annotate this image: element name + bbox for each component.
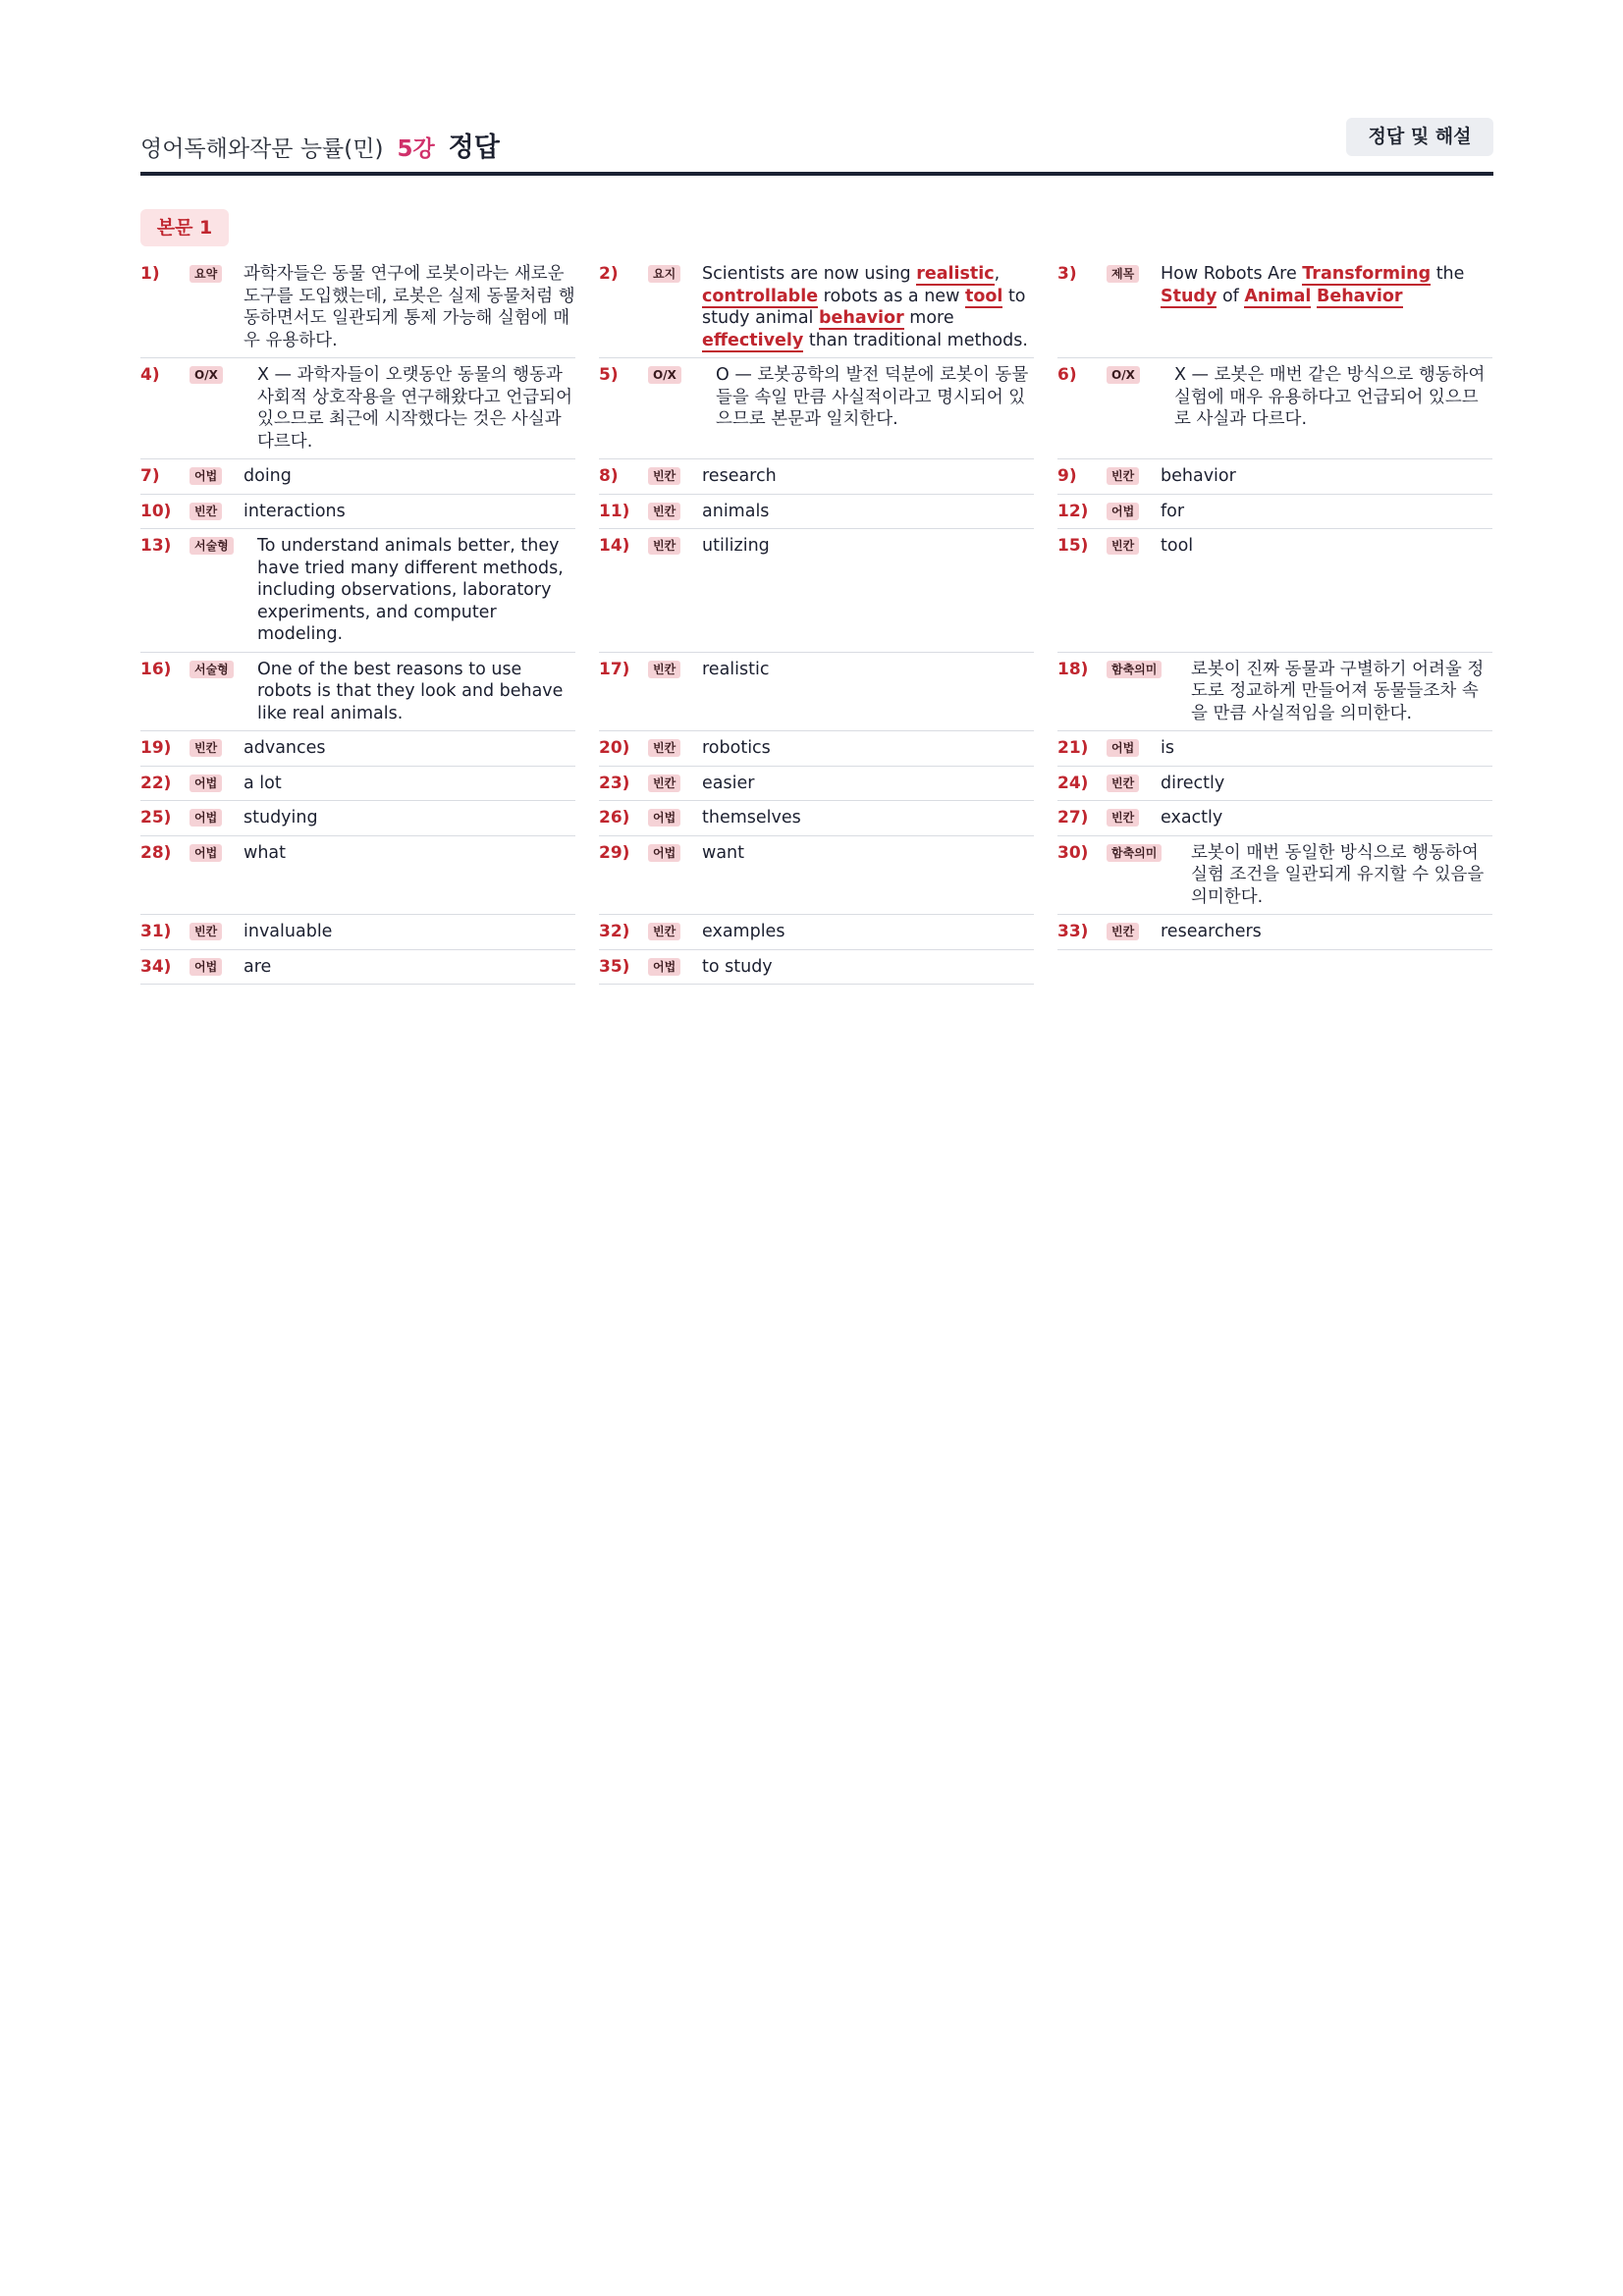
answer-item bbox=[140, 653, 575, 732]
answer-item bbox=[140, 836, 575, 916]
answer-number: 20) bbox=[599, 738, 630, 758]
answer-item bbox=[140, 257, 575, 358]
answer-item bbox=[1057, 915, 1492, 950]
question-type-badge: 어법 bbox=[189, 467, 222, 485]
section-label: 본문 1 bbox=[140, 209, 229, 246]
answer-text: robotics bbox=[702, 738, 771, 758]
answer-text: interactions bbox=[243, 501, 346, 521]
question-type-badge: 어법 bbox=[648, 958, 680, 976]
answer-text: How Robots Are Transforming the Study of Animal Behavior bbox=[1161, 264, 1465, 306]
answer-number: 23) bbox=[599, 773, 630, 793]
answer-text: 로봇이 매번 동일한 방식으로 행동하여 실험 조건을 일관되게 유지할 수 있음을 의미한다. bbox=[1191, 842, 1485, 907]
answer-item bbox=[140, 495, 575, 530]
answer-number: 9) bbox=[1057, 466, 1077, 486]
answer-number: 5) bbox=[599, 365, 619, 385]
question-type-badge: 서술형 bbox=[189, 661, 234, 678]
question-type-badge: 어법 bbox=[648, 809, 680, 827]
answer-item bbox=[140, 801, 575, 836]
answer-item bbox=[599, 836, 1034, 916]
page-title bbox=[140, 126, 500, 164]
answer-number: 15) bbox=[1057, 536, 1089, 556]
answer-item bbox=[599, 950, 1034, 986]
highlighted-keyword: effectively bbox=[702, 330, 804, 350]
answer-text: invaluable bbox=[243, 922, 333, 941]
answer-item bbox=[1057, 257, 1492, 358]
answer-item bbox=[599, 731, 1034, 767]
answer-text: animals bbox=[702, 501, 770, 521]
answer-number: 34) bbox=[140, 956, 172, 977]
question-type-badge: 빈칸 bbox=[648, 467, 680, 485]
question-type-badge: 빈칸 bbox=[648, 923, 680, 940]
answer-text: researchers bbox=[1161, 922, 1262, 941]
answer-text: research bbox=[702, 466, 777, 486]
highlighted-keyword: tool bbox=[964, 286, 1003, 306]
answer-item bbox=[599, 358, 1034, 459]
question-type-badge: 빈칸 bbox=[648, 739, 680, 757]
answer-number: 4) bbox=[140, 365, 160, 385]
answer-text: utilizing bbox=[702, 536, 770, 556]
highlighted-keyword: Animal bbox=[1244, 286, 1312, 306]
answer-text: exactly bbox=[1161, 808, 1223, 828]
answer-text: X — 과학자들이 오랫동안 동물의 행동과 사회적 상호작용을 연구해왔다고 언급되어 있으므로 최근에 시작했다는 것은 사실과 다르다. bbox=[257, 365, 572, 452]
answer-item bbox=[1057, 358, 1492, 459]
answer-number: 27) bbox=[1057, 808, 1089, 828]
question-type-badge: 제목 bbox=[1107, 265, 1139, 283]
answer-number: 17) bbox=[599, 659, 630, 679]
answer-item bbox=[599, 257, 1034, 358]
answer-text: themselves bbox=[702, 808, 801, 828]
answer-text: for bbox=[1161, 501, 1185, 521]
answer-number: 8) bbox=[599, 466, 619, 486]
answer-item bbox=[1057, 495, 1492, 530]
answer-item bbox=[599, 767, 1034, 802]
answer-number: 1) bbox=[140, 264, 160, 284]
answer-number: 26) bbox=[599, 808, 630, 828]
answer-item bbox=[140, 950, 575, 986]
answer-number: 18) bbox=[1057, 659, 1089, 679]
answer-text: what bbox=[243, 842, 286, 863]
answer-text: studying bbox=[243, 808, 318, 828]
answer-heading: 정답 bbox=[448, 133, 500, 163]
answer-text: 과학자들은 동물 연구에 로봇이라는 새로운 도구를 도입했는데, 로봇은 실제 동물처럼 행동하면서도 일관되게 통제 가능해 실험에 매우 유용하다. bbox=[243, 264, 575, 350]
question-type-badge: 빈칸 bbox=[648, 774, 680, 792]
question-type-badge: O/X bbox=[1107, 366, 1140, 384]
lesson-number: 5강 bbox=[397, 136, 435, 162]
answer-number: 24) bbox=[1057, 773, 1089, 793]
question-type-badge: 요약 bbox=[189, 265, 222, 283]
question-type-badge: O/X bbox=[189, 366, 223, 384]
answer-text: is bbox=[1161, 738, 1174, 758]
question-type-badge: 빈칸 bbox=[189, 739, 222, 757]
question-type-badge: 빈칸 bbox=[189, 503, 222, 520]
answer-text: to study bbox=[702, 956, 773, 977]
answer-text: O — 로봇공학의 발전 덕분에 로봇이 동물들을 속일 만큼 사실적이라고 명시되어 있으므로 본문과 일치한다. bbox=[716, 365, 1029, 429]
question-type-badge: 빈칸 bbox=[189, 923, 222, 940]
answer-number: 31) bbox=[140, 922, 172, 941]
answer-text: doing bbox=[243, 466, 292, 486]
answer-item bbox=[1057, 836, 1492, 916]
question-type-badge: 어법 bbox=[1107, 503, 1139, 520]
answer-item bbox=[1057, 459, 1492, 495]
answer-item bbox=[140, 459, 575, 495]
question-type-badge: 빈칸 bbox=[648, 537, 680, 555]
answer-text: are bbox=[243, 956, 272, 977]
answer-number: 30) bbox=[1057, 842, 1089, 863]
answer-page bbox=[140, 118, 1493, 977]
question-type-badge: 빈칸 bbox=[648, 661, 680, 678]
answer-text: One of the best reasons to use robots is that they look and behave like real animals. bbox=[257, 659, 564, 723]
question-type-badge: 어법 bbox=[189, 844, 222, 862]
highlighted-keyword: Study bbox=[1161, 286, 1217, 306]
question-type-badge: 빈칸 bbox=[648, 503, 680, 520]
answer-text: Scientists are now using realistic, controllable robots as a new tool to study animal behavior more effectively than traditional methods. bbox=[702, 264, 1028, 350]
question-type-badge: 어법 bbox=[189, 774, 222, 792]
answer-number: 2) bbox=[599, 264, 619, 284]
answer-text: a lot bbox=[243, 773, 282, 793]
question-type-badge: 빈칸 bbox=[1107, 923, 1139, 940]
answer-number: 14) bbox=[599, 536, 630, 556]
question-type-badge: 빈칸 bbox=[1107, 809, 1139, 827]
answer-item bbox=[599, 801, 1034, 836]
answers-explanations-badge: 정답 및 해설 bbox=[1346, 118, 1493, 156]
answer-grid bbox=[140, 257, 1493, 985]
answer-item bbox=[1057, 731, 1492, 767]
page-header bbox=[140, 118, 1493, 173]
answer-number: 33) bbox=[1057, 922, 1089, 941]
question-type-badge: 함축의미 bbox=[1107, 661, 1162, 678]
answer-text: directly bbox=[1161, 773, 1225, 793]
answer-item bbox=[140, 767, 575, 802]
answer-item bbox=[599, 459, 1034, 495]
answer-item bbox=[140, 915, 575, 950]
question-type-badge: 어법 bbox=[189, 958, 222, 976]
answer-text: easier bbox=[702, 773, 755, 793]
answer-item bbox=[1057, 767, 1492, 802]
question-type-badge: O/X bbox=[648, 366, 681, 384]
answer-text: realistic bbox=[702, 659, 770, 679]
answer-number: 12) bbox=[1057, 501, 1089, 521]
answer-item bbox=[140, 529, 575, 653]
answer-text: 로봇이 진짜 동물과 구별하기 어려울 정도로 정교하게 만들어져 동물들조차 속을 만큼 사실적임을 의미한다. bbox=[1191, 659, 1485, 723]
answer-item bbox=[599, 495, 1034, 530]
answer-text: X — 로봇은 매번 같은 방식으로 행동하여 실험에 매우 유용하다고 언급되어 있으므로 사실과 다르다. bbox=[1174, 365, 1486, 429]
answer-text: examples bbox=[702, 922, 785, 941]
answer-item bbox=[140, 358, 575, 459]
answer-number: 28) bbox=[140, 842, 172, 863]
answer-text: advances bbox=[243, 738, 326, 758]
answer-number: 32) bbox=[599, 922, 630, 941]
question-type-badge: 어법 bbox=[1107, 739, 1139, 757]
highlighted-keyword: realistic bbox=[916, 264, 995, 284]
answer-item bbox=[599, 653, 1034, 732]
answer-number: 7) bbox=[140, 466, 160, 486]
answer-text: want bbox=[702, 842, 744, 863]
answer-item bbox=[599, 915, 1034, 950]
question-type-badge: 어법 bbox=[189, 809, 222, 827]
highlighted-keyword: Behavior bbox=[1317, 286, 1403, 306]
answer-number: 25) bbox=[140, 808, 172, 828]
answer-number: 21) bbox=[1057, 738, 1089, 758]
textbook-title: 영어독해와작문 능률(민) bbox=[140, 136, 384, 162]
question-type-badge: 어법 bbox=[648, 844, 680, 862]
answer-number: 29) bbox=[599, 842, 630, 863]
highlighted-keyword: behavior bbox=[818, 308, 904, 328]
question-type-badge: 빈칸 bbox=[1107, 537, 1139, 555]
question-type-badge: 빈칸 bbox=[1107, 467, 1139, 485]
answer-number: 6) bbox=[1057, 365, 1077, 385]
question-type-badge: 함축의미 bbox=[1107, 844, 1162, 862]
answer-number: 35) bbox=[599, 956, 630, 977]
header-divider bbox=[140, 172, 1493, 176]
answer-item bbox=[1057, 653, 1492, 732]
answer-number: 19) bbox=[140, 738, 172, 758]
answer-text: behavior bbox=[1161, 466, 1236, 486]
question-type-badge: 빈칸 bbox=[1107, 774, 1139, 792]
answer-item bbox=[1057, 801, 1492, 836]
answer-number: 11) bbox=[599, 501, 630, 521]
question-type-badge: 요지 bbox=[648, 265, 680, 283]
highlighted-keyword: controllable bbox=[702, 286, 819, 306]
answer-text: To understand animals better, they have tried many different methods, including observations, laboratory experiments, and computer modeling. bbox=[257, 536, 564, 644]
answer-number: 16) bbox=[140, 659, 172, 679]
answer-number: 3) bbox=[1057, 264, 1077, 284]
answer-number: 22) bbox=[140, 773, 172, 793]
question-type-badge: 서술형 bbox=[189, 537, 234, 555]
answer-number: 13) bbox=[140, 536, 172, 556]
answer-number: 10) bbox=[140, 501, 172, 521]
answer-item bbox=[599, 529, 1034, 653]
answer-item bbox=[1057, 529, 1492, 653]
answer-item bbox=[140, 731, 575, 767]
answer-text: tool bbox=[1161, 536, 1194, 556]
highlighted-keyword: Transforming bbox=[1302, 264, 1432, 284]
